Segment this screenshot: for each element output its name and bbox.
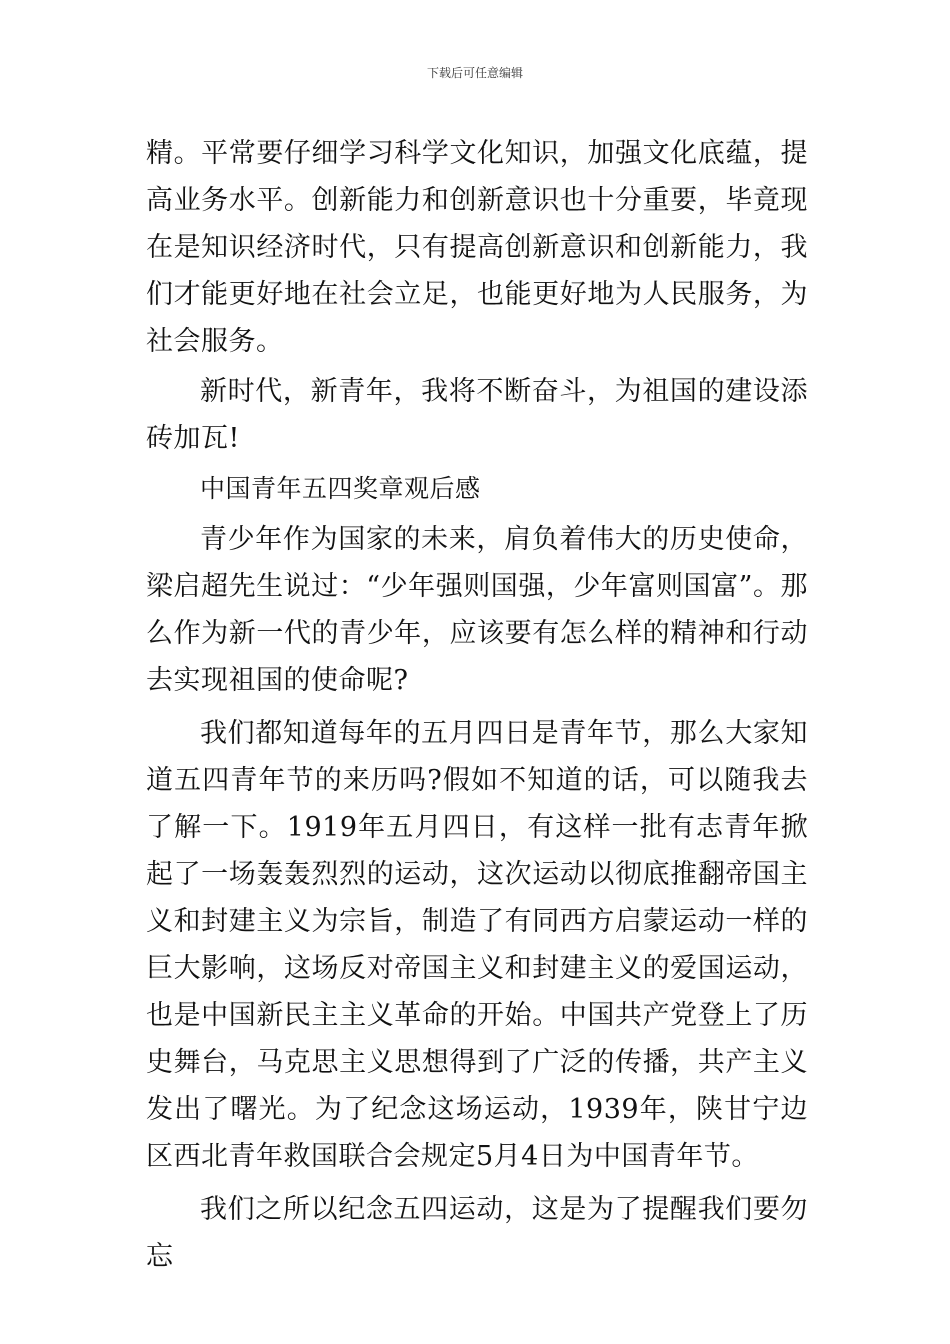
paragraph-youth-mission: 青少年作为国家的未来，肩负着伟大的历史使命，梁启超先生说过：“少年强则国强，少年富则国富”。那么作为新一代的青少年，应该要有怎么样的精神和行动去实现祖国的使命呢?	[146, 524, 808, 696]
section-title: 中国青年五四奖章观后感	[200, 474, 481, 503]
paragraph-commemoration: 我们之所以纪念五四运动，这是为了提醒我们要勿忘	[146, 1194, 808, 1272]
document-body	[146, 130, 808, 1280]
page-header-note: 下载后可任意编辑	[426, 66, 523, 80]
paragraph-may-fourth-history: 我们都知道每年的五月四日是青年节，那么大家知道五四青年节的来历吗?假如不知道的话，可以随我去了解一下。1919年五月四日，有这样一批有志青年掀起了一场轰轰烈烈的运动，这次运动以彻底推翻帝国主义和封建主义为宗旨，制造了有同西方启蒙运动一样的巨大影响，这场反对帝国主义和封建主义的爱国运动，也是中国新民主主义革命的开始。中国共产党登上了历史舞台，马克思主义思想得到了广泛的传播，共产主义发出了曙光。为了纪念这场运动，1939年，陕甘宁边区西北青年救国联合会规定5月4日为中国青年节。	[146, 718, 808, 1172]
paragraph-new-era: 新时代，新青年，我将不断奋斗，为祖国的建设添砖加瓦!	[146, 376, 808, 454]
paragraph-continuation: 精。平常要仔细学习科学文化知识，加强文化底蕴，提高业务水平。创新能力和创新意识也十分重要，毕竟现在是知识经济时代，只有提高创新意识和创新能力，我们才能更好地在社会立足，也能更好地为人民服务，为社会服务。	[146, 138, 808, 357]
